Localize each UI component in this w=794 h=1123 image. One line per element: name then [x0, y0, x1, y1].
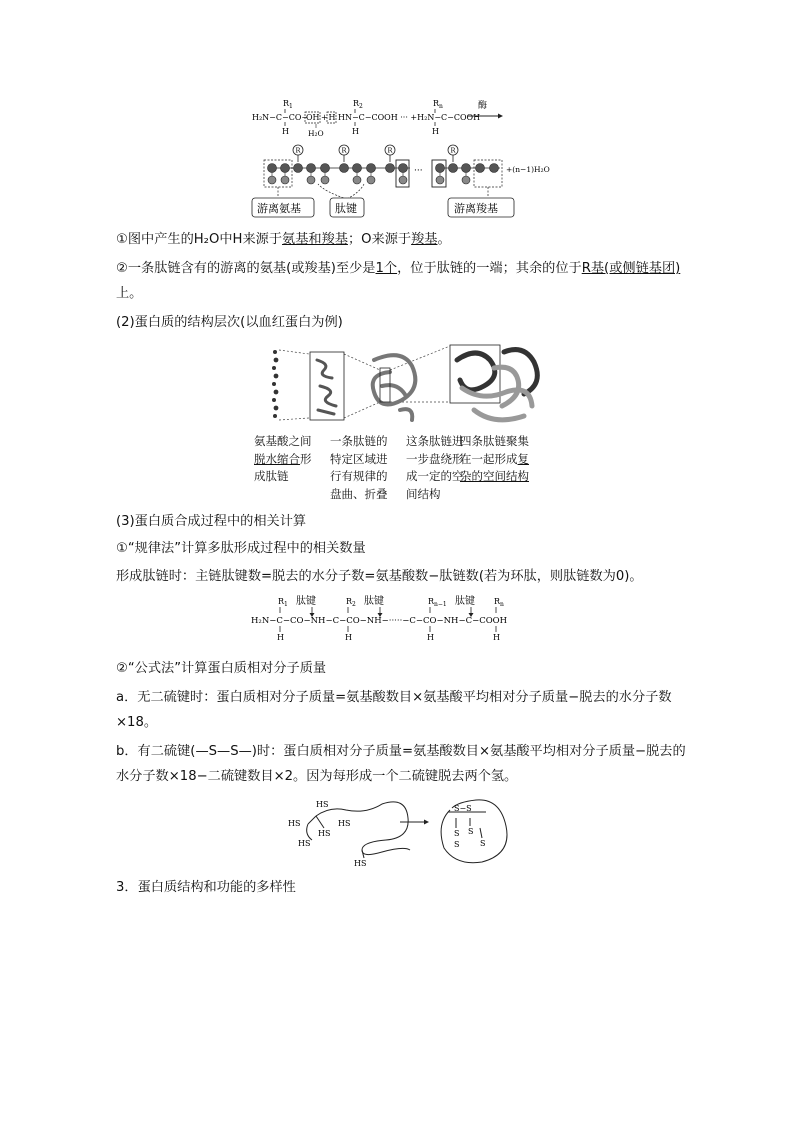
- caption-tertiary-text: 这条肽链进一步盘绕形成一定的空间结构: [406, 434, 464, 501]
- r1-label: $R_1$: [283, 99, 293, 110]
- hs-3: HS: [318, 829, 331, 838]
- p2-answer-1: 1个: [375, 261, 398, 276]
- disulfide-rule: b．有二硫键(—S—S—)时：蛋白质相对分子质量=氨基酸数目×氨基酸平均相对分子质量−脱去的水分子数×18−二硫键数目×2。因为每形成一个二硫键脱去两个氢。: [116, 744, 686, 784]
- hs-4: HS: [338, 819, 351, 828]
- amino-acid-chain: [264, 145, 550, 199]
- chain-r1: R: [295, 146, 301, 155]
- disulfide-bond-figure: [286, 794, 516, 872]
- f2-h-1: H: [277, 633, 284, 642]
- f2-r2: $R_2$: [346, 597, 356, 608]
- ss-bond-top: S−S: [454, 804, 472, 813]
- s-3: S: [468, 827, 474, 836]
- caption-quaternary-answer: 复杂的空间结构: [460, 451, 529, 483]
- chain-ellipsis: ···: [414, 166, 423, 176]
- label-free-amino: 游离氨基: [257, 202, 301, 215]
- p2-text-2: ，位于肽链的一端；其余的位于: [397, 261, 582, 276]
- eq-h-bottom-3: H: [432, 127, 439, 136]
- structure-levels-heading: (2)蛋白质的结构层次(以血红蛋白为例): [116, 315, 343, 330]
- s-4: S: [480, 839, 486, 848]
- rule-method-heading: ①“规律法”计算多肽形成过程中的相关数量: [116, 541, 366, 556]
- p1-text-2: ；O来源于: [347, 232, 412, 247]
- eq-plus: +: [321, 113, 328, 122]
- label-peptide-bond: 肽键: [335, 202, 357, 215]
- peptide-formula-figure: [250, 592, 550, 648]
- p2-text-1: ②一条肽链含有的游离的氨基(或羧基)至少是: [116, 261, 376, 276]
- water-released: +(n−1)H₂O: [506, 165, 550, 174]
- caption-primary: [254, 433, 318, 486]
- eq-oh: OH: [306, 113, 320, 122]
- caption-primary-post: 形成肽链: [254, 451, 312, 483]
- f2-h-4: H: [493, 633, 500, 642]
- hs-1: HS: [316, 800, 329, 809]
- label-free-carboxyl: 游离羧基: [454, 202, 498, 215]
- hemoglobin-captions: [254, 433, 546, 503]
- eq-h-bottom-1: H: [282, 127, 289, 136]
- calculation-heading: (3)蛋白质合成过程中的相关计算: [116, 514, 307, 529]
- hs-2: HS: [288, 819, 301, 828]
- f2-rn: $R_n$: [494, 597, 504, 608]
- caption-quaternary-pre: 四条肽链聚集在一起形成: [460, 434, 529, 466]
- p1-text-3: 。: [437, 232, 451, 247]
- free-amino-paragraph: [116, 256, 688, 306]
- eq-mid-part: HN−C−COOH ··· +H₂N−C−COOH: [338, 113, 481, 122]
- f2-h-3: H: [427, 633, 434, 642]
- f2-rn1: $R_{n-1}$: [428, 597, 447, 608]
- formula-method-heading: ②“公式法”计算蛋白质相对分子质量: [116, 661, 327, 676]
- hemoglobin-structure-figure: [262, 340, 552, 432]
- f2-bond-3: 肽键: [455, 596, 475, 607]
- eq-left-part: H₂N−C−CO−: [252, 113, 309, 122]
- r2-label: $R_2$: [353, 99, 363, 110]
- s-2: S: [454, 840, 460, 849]
- f2-h-2: H: [345, 633, 352, 642]
- f2-r1: $R_1$: [278, 597, 288, 608]
- caption-primary-pre: 氨基酸之间: [254, 434, 312, 448]
- f2-bond-1: 肽键: [296, 596, 316, 607]
- p1-answer-1: 氨基和羧基: [282, 232, 348, 247]
- p1-text-1: ①图中产生的H₂O中H来源于: [116, 232, 283, 247]
- eq-h: H: [328, 113, 336, 122]
- f2-bond-2: 肽键: [364, 596, 384, 607]
- p2-text-3: 上。: [116, 286, 143, 301]
- hs-6: HS: [354, 859, 367, 868]
- caption-secondary: [330, 433, 394, 503]
- p1-answer-2: 羧基: [411, 232, 438, 247]
- caption-quaternary: [460, 433, 540, 486]
- caption-primary-answer: 脱水缩合: [254, 451, 300, 466]
- enzyme-label: 酶: [478, 101, 488, 111]
- chain-r3: R: [387, 146, 393, 155]
- hs-5: HS: [298, 839, 311, 848]
- f2-formula: H₂N−C−CO−NH−C−CO−NH−·····−C−CO−NH−C−COOH: [251, 616, 508, 626]
- caption-secondary-text: 一条肽链的特定区域进行有规律的盘曲、折叠: [330, 434, 388, 501]
- peptide-count-rule: 形成肽链时：主链肽键数=脱去的水分子数=氨基酸数−肽链数(若为环肽，则肽链数为0)。: [116, 569, 643, 584]
- eq-h-bottom-2: H: [352, 127, 359, 136]
- no-disulfide-rule: a．无二硫键时：蛋白质相对分子质量=氨基酸数目×氨基酸平均相对分子质量−脱去的水分子数×18。: [116, 690, 672, 730]
- diversity-heading: 3．蛋白质结构和功能的多样性: [116, 880, 296, 895]
- chain-rn: R: [450, 146, 456, 155]
- s-1: S: [454, 829, 460, 838]
- dehydration-condensation-figure: [250, 94, 550, 222]
- p2-answer-2: R基(或侧链基团): [581, 261, 681, 276]
- water-source-paragraph: [116, 227, 688, 252]
- eq-water: H₂O: [308, 129, 324, 138]
- rn-label: $R_n$: [433, 99, 443, 110]
- chain-r2: R: [341, 146, 347, 155]
